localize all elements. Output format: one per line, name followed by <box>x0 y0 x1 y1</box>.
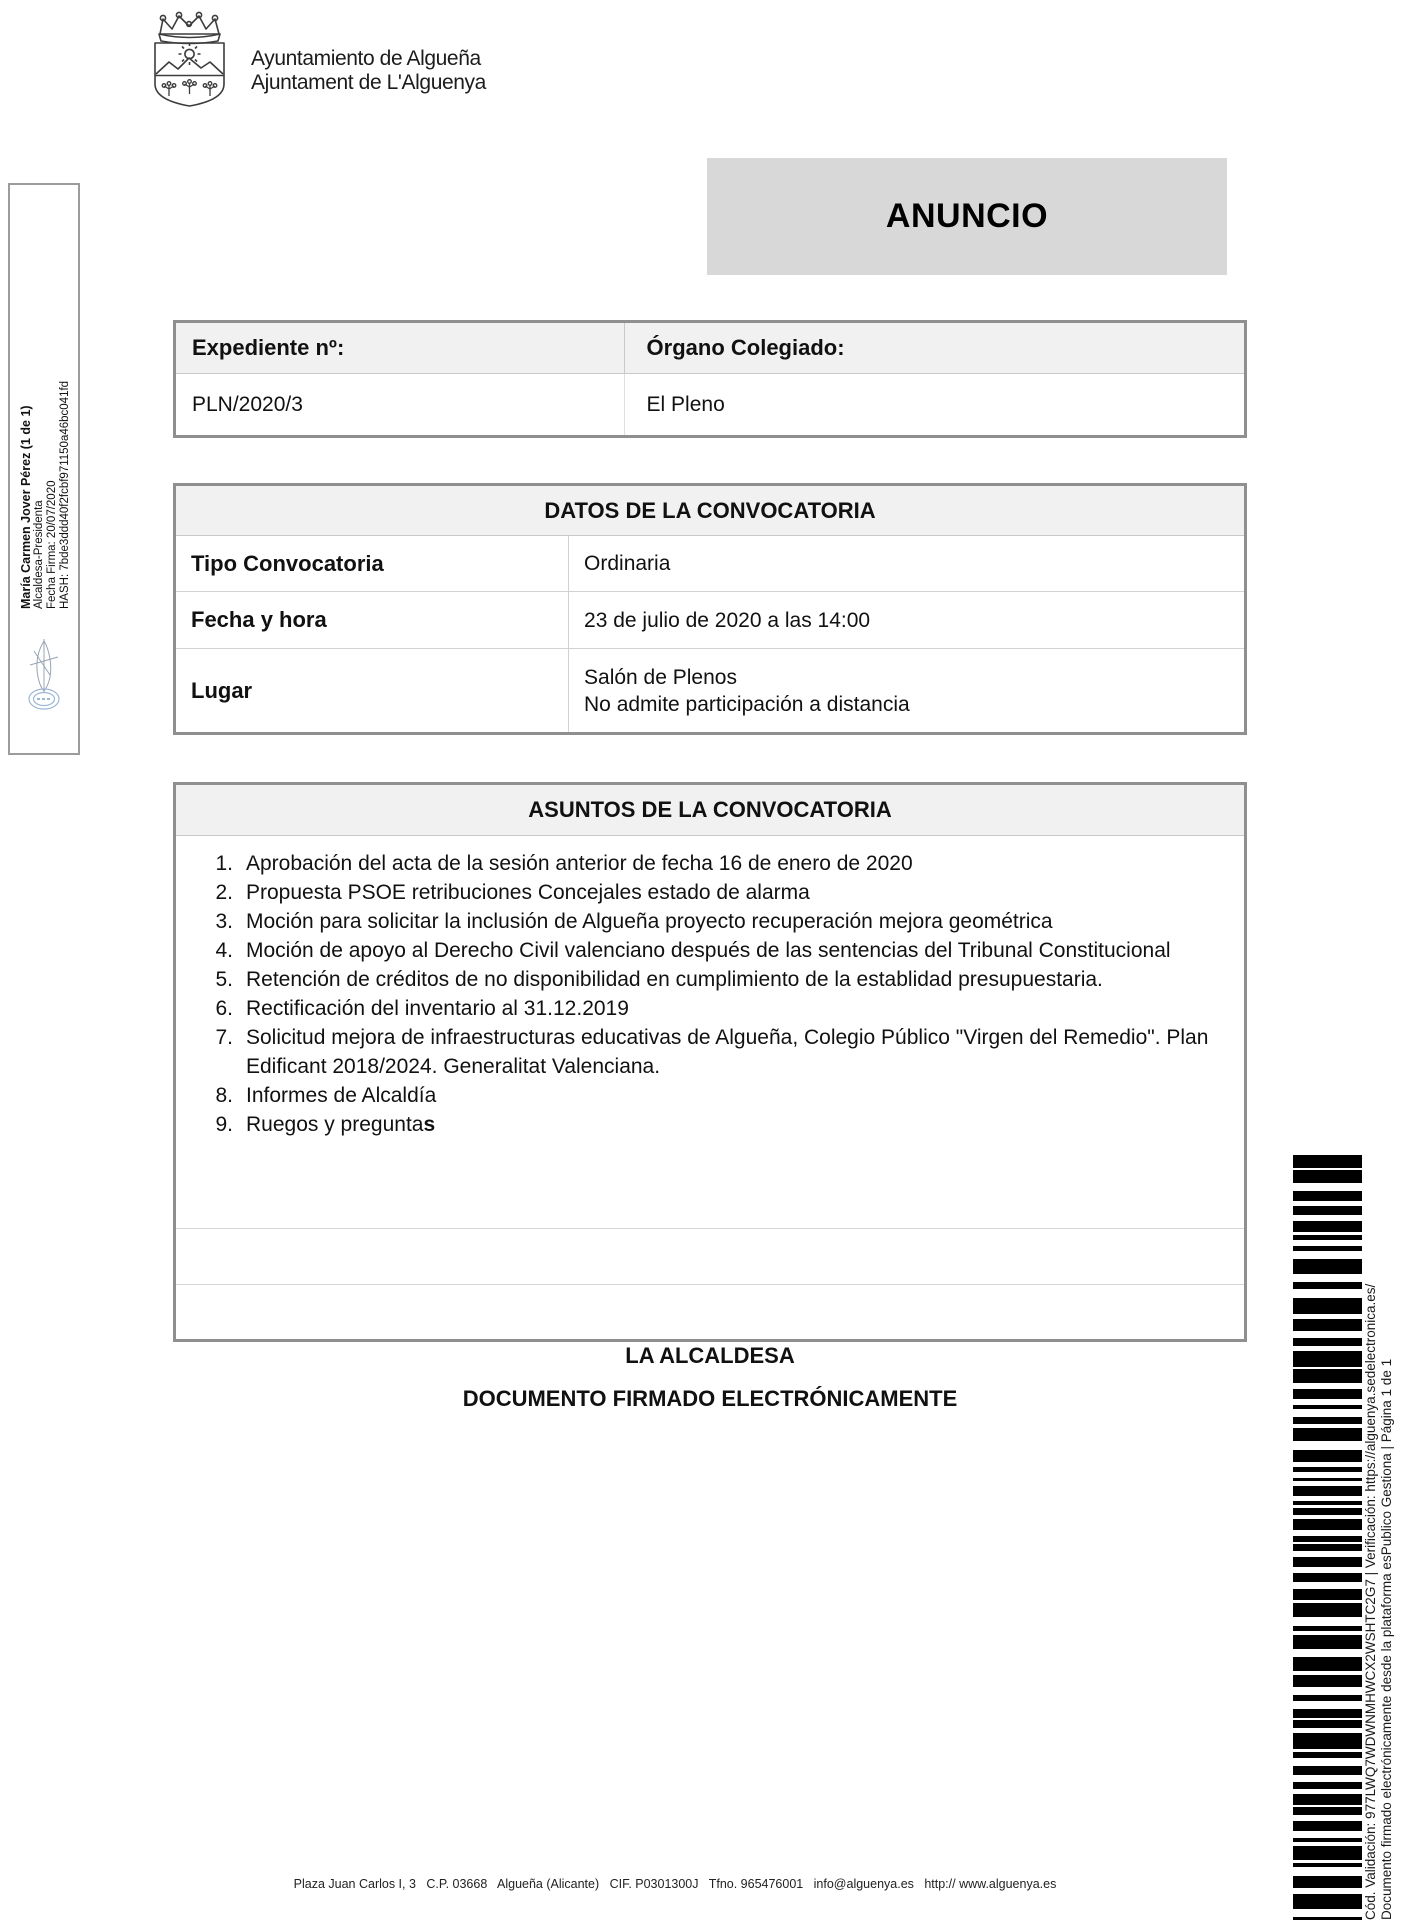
item-text: Moción para solicitar la inclusión de Algueña proyecto recuperación mejora geométrica <box>246 910 1053 933</box>
announcement-banner <box>707 158 1227 275</box>
item-number: 3. <box>215 910 233 933</box>
lugar-label: Lugar <box>176 649 569 732</box>
list-item <box>199 849 1220 878</box>
coat-of-arms-icon <box>142 10 237 108</box>
lugar-value-line2: No admite participación a distancia <box>584 692 910 716</box>
signer-title-line: LA ALCALDESA <box>625 1343 795 1368</box>
expediente-table <box>173 320 1247 438</box>
item-text-bold: s <box>423 1113 436 1136</box>
item-text: Propuesta PSOE retribuciones Concejales estado de alarma <box>246 881 810 904</box>
item-text: Moción de apoyo al Derecho Civil valenciano después de las sentencias del Tribunal Constitucional <box>246 939 1171 962</box>
organo-colegiado-value: El Pleno <box>646 392 725 416</box>
asuntos-convocatoria-table <box>173 782 1247 1342</box>
item-number: 7. <box>215 1026 233 1049</box>
expediente-value-row <box>176 374 1244 435</box>
signer-info <box>20 189 72 609</box>
item-number: 4. <box>215 939 233 962</box>
asuntos-convocatoria-title: ASUNTOS DE LA CONVOCATORIA <box>176 785 1244 836</box>
municipality-name <box>251 47 486 95</box>
item-text: Ruegos y pregunta <box>246 1113 424 1136</box>
agenda-list <box>176 836 1244 1228</box>
list-item <box>199 878 1220 907</box>
item-text: Aprobación del acta de la sesión anterior de fecha 16 de enero de 2020 <box>246 852 913 875</box>
list-item <box>199 1110 1220 1139</box>
table-row <box>176 649 1244 732</box>
table-row <box>176 592 1244 649</box>
notary-seal-icon <box>20 635 68 715</box>
item-number: 1. <box>215 852 233 875</box>
list-item <box>199 994 1220 1023</box>
organo-colegiado-header: Órgano Colegiado: <box>646 335 845 360</box>
tipo-convocatoria-label: Tipo Convocatoria <box>176 536 569 591</box>
datos-convocatoria-table <box>173 483 1247 735</box>
municipality-name-es: Ayuntamiento de Algueña <box>251 47 481 70</box>
expediente-number-value: PLN/2020/3 <box>176 374 625 435</box>
item-text: Rectificación del inventario al 31.12.2019 <box>246 997 629 1020</box>
fecha-hora-label: Fecha y hora <box>176 592 569 648</box>
platform-page-line: Documento firmado electrónicamente desde la plataforma esPublico Gestiona | Página 1 de 1 <box>1378 1358 1394 1920</box>
list-item <box>199 1081 1220 1110</box>
expediente-header-row <box>176 323 1244 374</box>
list-item <box>199 965 1220 994</box>
item-text: Solicitud mejora de infraestructuras educativas de Algueña, Colegio Público "Virgen del Remedio". Plan Edificant 2018/2024. Generalitat Valenciana. <box>246 1026 1209 1078</box>
validation-code-line: Cód. Validación: 977LWQ7WDWNMHWCX2WSHTC2G7 | Verificación: https://alguenya.sedelectronica.es/ <box>1363 1283 1378 1920</box>
signature-hash: HASH: 7bde3ddd40f2fcbf971150a46bc041fd <box>59 380 71 609</box>
item-number: 2. <box>215 881 233 904</box>
list-item <box>199 936 1220 965</box>
item-text: Retención de créditos de no disponibilidad en cumplimiento de la establidad presupuestaria. <box>246 968 1103 991</box>
empty-table-row <box>176 1228 1244 1284</box>
item-number: 5. <box>215 968 233 991</box>
table-row <box>176 536 1244 592</box>
signer-role: Alcaldesa-Presidenta <box>33 500 45 609</box>
footer-address: Plaza Juan Carlos I, 3 C.P. 03668 Algueña (Alicante) CIF. P0301300J Tfno. 965476001 info@alguenya.es http:// www.alguenya.es <box>293 1877 1057 1891</box>
expediente-number-header: Expediente nº: <box>176 323 625 373</box>
municipality-name-val: Ajuntament de L'Alguenya <box>251 71 486 94</box>
announcement-title: ANUNCIO <box>885 197 1049 235</box>
list-item <box>199 1023 1220 1081</box>
tipo-convocatoria-value: Ordinaria <box>584 552 671 575</box>
list-item <box>199 907 1220 936</box>
item-number: 8. <box>215 1084 233 1107</box>
item-text: Informes de Alcaldía <box>246 1084 437 1107</box>
municipality-logo <box>142 10 237 108</box>
verification-sidebar <box>1363 1148 1394 1920</box>
signature-stamp-box <box>8 183 80 755</box>
electronic-signature-line: DOCUMENTO FIRMADO ELECTRÓNICAMENTE <box>462 1386 958 1411</box>
signature-date: Fecha Firma: 20/07/2020 <box>46 480 58 609</box>
datos-convocatoria-title: DATOS DE LA CONVOCATORIA <box>176 486 1244 536</box>
empty-table-row <box>176 1284 1244 1339</box>
item-number: 6. <box>215 997 233 1020</box>
fecha-hora-value: 23 de julio de 2020 a las 14:00 <box>584 608 871 632</box>
item-number: 9. <box>215 1113 233 1136</box>
signer-name: María Carmen Jover Pérez (1 de 1) <box>19 405 33 609</box>
lugar-value-line1: Salón de Plenos <box>584 665 737 689</box>
barcode <box>1293 1155 1362 1920</box>
